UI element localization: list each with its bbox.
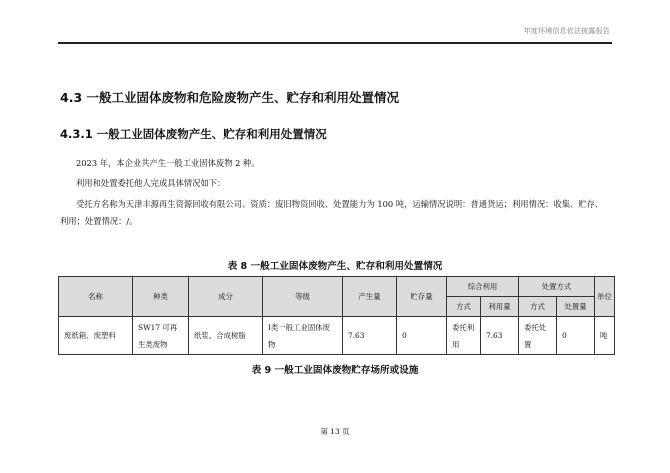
col-util-method-header: 方式 — [447, 297, 481, 317]
col-production-header: 产生量 — [343, 277, 397, 317]
cell-disp-method: 委托处置 — [519, 317, 557, 355]
cell-composition: 纸浆、合成树脂 — [189, 317, 263, 355]
col-utilization-group-header: 综合利用 — [447, 277, 519, 297]
subsection-heading: 4.3.1 一般工业固体废物产生、贮存和利用处置情况 — [60, 127, 327, 141]
cell-name: 废纸箱、废塑料 — [59, 317, 133, 355]
table9-caption: 表 9 一般工业固体废物贮存场所或设施 — [251, 365, 419, 376]
cell-grade: Ⅰ类一般工业固体废物 — [263, 317, 343, 355]
col-util-amount-header: 利用量 — [481, 297, 519, 317]
cell-util-amount: 7.63 — [481, 317, 519, 355]
paragraph-intro: 利用和处置委托他人完成具体情况如下： — [76, 178, 226, 188]
col-storage-header: 贮存量 — [397, 277, 447, 317]
cell-storage: 0 — [397, 317, 447, 355]
col-name-header: 名称 — [59, 277, 133, 317]
cell-production: 7.63 — [343, 317, 397, 355]
waste-table — [58, 276, 615, 355]
cell-unit: 吨 — [595, 317, 615, 355]
cell-category: SW17 可再生类废物 — [133, 317, 189, 355]
page-header: 年度环境信息依法披露报告 — [523, 27, 610, 35]
col-disposal-group-header: 处置方式 — [519, 277, 595, 297]
table-row — [59, 317, 615, 355]
paragraph-contractor: 受托方名称为天津丰源再生资源回收有限公司、资质：废旧物资回收、处置能力为 100 吨，运输情况说明：普通货运；利用情况：收集、贮存、利用；处置情况：/。 — [60, 199, 604, 226]
header-rule — [58, 42, 612, 44]
paragraph-summary: 2023 年，本企业共产生一般工业固体废物 2 种。 — [76, 158, 260, 168]
col-composition-header: 成分 — [189, 277, 263, 317]
col-grade-header: 等级 — [263, 277, 343, 317]
page-number: 第 13 页 — [320, 427, 350, 436]
col-category-header: 种类 — [133, 277, 189, 317]
col-disp-amount-header: 处置量 — [557, 297, 595, 317]
table8-caption: 表 8 一般工业固体废物产生、贮存和利用处置情况 — [227, 261, 443, 272]
header-row-1 — [59, 277, 615, 297]
cell-util-method: 委托利用 — [447, 317, 481, 355]
col-disp-method-header: 方式 — [519, 297, 557, 317]
col-unit-header: 单位 — [595, 277, 615, 317]
section-heading: 4.3 一般工业固体废物和危险废物产生、贮存和利用处置情况 — [60, 90, 399, 105]
cell-disp-amount: 0 — [557, 317, 595, 355]
